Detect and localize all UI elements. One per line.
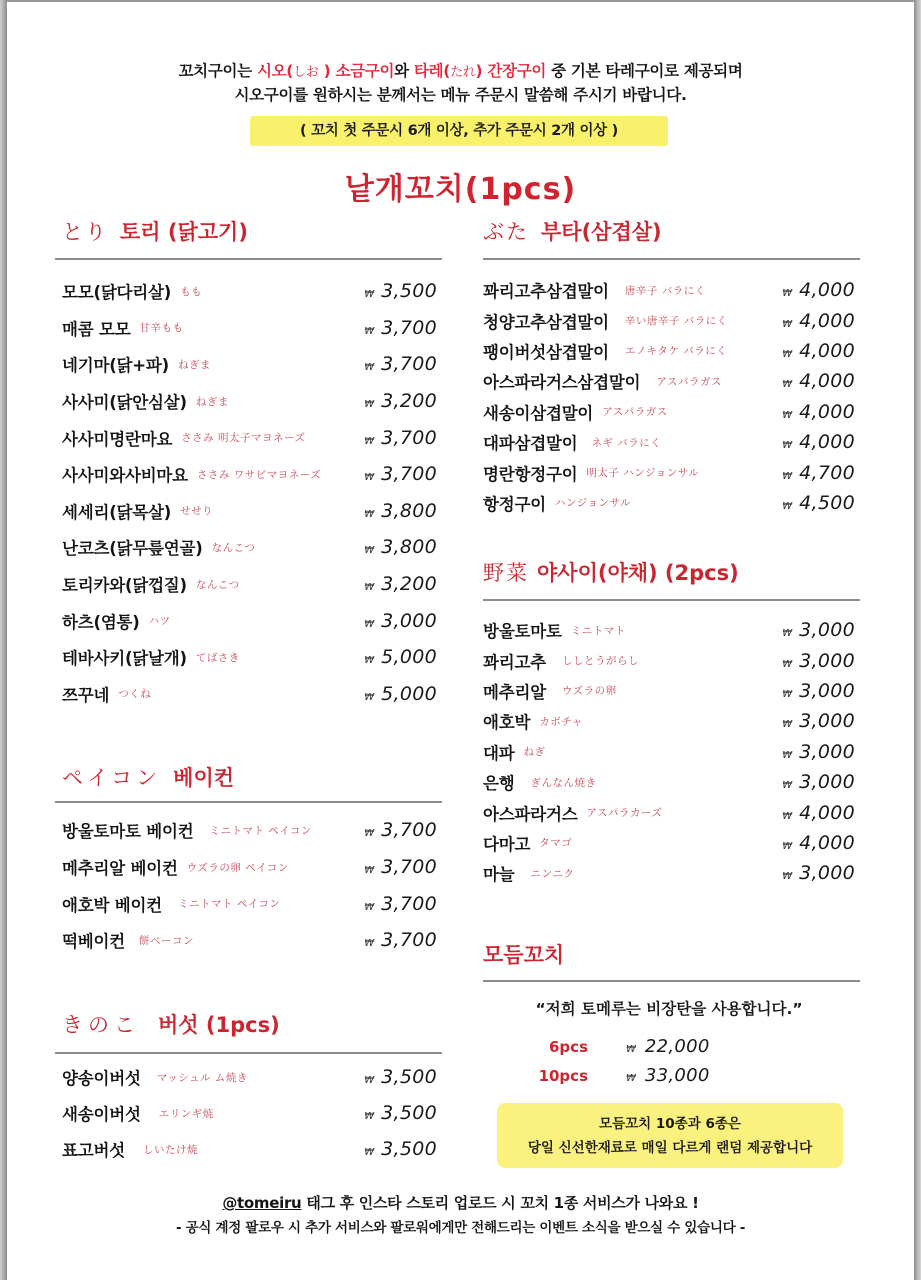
item-name: 새송이삼겹말이	[483, 403, 594, 423]
section-assorted	[478, 939, 860, 1174]
price-value: 3,200	[381, 573, 437, 596]
price-value: 3,200	[381, 390, 437, 413]
menu-item	[55, 922, 442, 959]
item-price	[355, 536, 437, 558]
menu-item	[478, 366, 860, 396]
menu-item	[55, 273, 442, 310]
item-jp-name: てばさき	[195, 651, 240, 664]
price-value: 4,000	[799, 309, 855, 332]
won-icon: ₩	[782, 749, 793, 761]
item-name: 떡베이컨	[62, 932, 125, 952]
won-icon: ₩	[782, 288, 793, 300]
item-jp-name: もも	[180, 285, 203, 298]
notice-text: 꼬치구이는	[178, 62, 257, 80]
item-jp-name: マッシュル ム焼き	[156, 1071, 248, 1084]
section-header-jp: ペイコン	[62, 766, 162, 790]
item-jp-name: ししとうがらし	[561, 655, 639, 668]
item-jp-name: カボチャ	[539, 715, 583, 728]
menu-item	[478, 737, 860, 767]
item-name: 표고버섯	[62, 1141, 125, 1160]
won-icon: ₩	[364, 865, 375, 877]
item-price	[773, 370, 855, 392]
footer-promo-text: 태그 후 인스타 스토리 업로드 시 꼬치 1종 서비스가 나와요 !	[301, 1194, 699, 1212]
price-value: 3,000	[799, 679, 855, 702]
won-icon: ₩	[782, 440, 793, 452]
item-price	[355, 317, 437, 339]
won-icon: ₩	[626, 1073, 636, 1084]
item-price	[773, 680, 855, 702]
menu-item	[478, 336, 860, 366]
item-price	[773, 492, 855, 514]
section-header	[62, 762, 234, 794]
menu-item	[55, 419, 442, 456]
item-jp-name: エリンギ焼	[158, 1107, 214, 1120]
notice-highlight-salt: ) 소금구이	[318, 62, 395, 80]
won-icon: ₩	[364, 582, 375, 594]
won-icon: ₩	[782, 379, 793, 391]
item-name: 꽈리고추삼겹말이	[483, 282, 609, 302]
page-title: 낱개꼬치(1pcs)	[344, 172, 577, 207]
item-name: 테바사키(닭날개)	[62, 649, 187, 669]
item-name: 다마고	[483, 834, 531, 854]
item-name: 난코츠(닭무릎연골)	[62, 539, 203, 559]
item-jp-name: ねぎ	[523, 746, 546, 759]
section-divider	[483, 599, 860, 601]
price-value: 3,800	[381, 499, 437, 522]
item-name: 하츠(염통)	[62, 612, 140, 632]
won-icon: ₩	[364, 362, 375, 374]
price-value: 3,800	[381, 536, 437, 559]
item-name: 마늘	[483, 865, 515, 885]
item-jp-name: タマゴ	[539, 837, 573, 850]
notice-text: 와	[394, 62, 414, 80]
menu-item	[478, 645, 860, 675]
notice-line-1	[0, 59, 921, 81]
set-price-row	[478, 1065, 860, 1086]
item-jp-name: なんこつ	[195, 578, 240, 591]
menu-item	[478, 457, 860, 487]
notice-highlight-shio-jp: しお	[293, 65, 319, 80]
section-header	[62, 1009, 280, 1041]
item-price	[773, 619, 855, 641]
item-name: 방울토마토 베이컨	[62, 822, 194, 842]
set-price-row	[478, 1036, 860, 1057]
menu-item	[55, 849, 442, 886]
price-value: 3,000	[799, 619, 855, 642]
won-icon: ₩	[364, 508, 375, 520]
item-price	[773, 462, 855, 484]
won-icon: ₩	[364, 545, 375, 557]
won-icon: ₩	[364, 472, 375, 484]
item-price	[773, 802, 855, 824]
won-icon: ₩	[364, 435, 375, 447]
item-jp-name: 唐辛子 バラにく	[624, 284, 706, 297]
item-price	[773, 710, 855, 732]
price-value: 3,700	[381, 892, 437, 915]
item-jp-name: ささみ 明太子マヨネーズ	[181, 432, 306, 445]
notice-highlight-tare-jp: たれ	[450, 65, 476, 80]
item-price	[355, 893, 437, 915]
section-mushroom	[55, 1009, 442, 1179]
item-name: 쯔꾸네	[62, 685, 110, 705]
item-jp-name: しいたけ焼	[142, 1143, 198, 1156]
won-icon: ₩	[782, 500, 793, 512]
note-line-1: 모듬꼬치 10종과 6종은	[599, 1116, 741, 1132]
menu-item	[55, 639, 442, 676]
price-value: 3,700	[381, 426, 437, 449]
item-name: 모모(닭다리살)	[62, 283, 172, 303]
item-name: 항정구이	[483, 494, 546, 514]
price-value: 3,700	[381, 819, 437, 842]
item-price	[773, 650, 855, 672]
item-price	[773, 310, 855, 332]
won-icon: ₩	[364, 1147, 375, 1158]
won-icon: ₩	[364, 325, 375, 337]
item-price	[355, 573, 437, 595]
frame-border-top	[0, 0, 921, 2]
item-name: 양송이버섯	[62, 1069, 141, 1088]
item-name: 은행	[483, 774, 515, 794]
price-value: 3,000	[381, 609, 437, 632]
menu-list	[478, 275, 860, 518]
item-price	[355, 683, 437, 705]
menu-list	[55, 1059, 442, 1167]
menu-item	[55, 1059, 442, 1095]
section-divider	[55, 258, 442, 260]
set-price: 33,000	[644, 1065, 710, 1086]
won-icon: ₩	[782, 780, 793, 792]
section-bacon	[55, 762, 442, 962]
item-price	[773, 862, 855, 884]
price-value: 4,000	[799, 431, 855, 454]
item-jp-name: ハンジョンサル	[554, 497, 631, 510]
menu-item	[55, 602, 442, 639]
item-price	[355, 1102, 437, 1124]
item-price	[355, 819, 437, 841]
item-price	[355, 280, 437, 302]
price-value: 5,000	[381, 646, 437, 669]
menu-item	[478, 488, 860, 518]
won-icon: ₩	[364, 938, 375, 950]
menu-item	[478, 767, 860, 797]
item-price	[773, 832, 855, 854]
item-name: 메추리알 베이컨	[62, 859, 178, 879]
won-icon: ₩	[782, 409, 793, 421]
price-value: 4,500	[799, 491, 855, 514]
won-icon: ₩	[782, 470, 793, 482]
won-icon: ₩	[782, 688, 793, 700]
price-value: 3,000	[799, 740, 855, 763]
price-value: 4,000	[799, 279, 855, 302]
won-icon: ₩	[782, 810, 793, 822]
item-price	[355, 1138, 437, 1160]
menu-item	[478, 427, 860, 457]
won-icon: ₩	[782, 871, 793, 883]
notice-line-2: 시오구이를 원하시는 분께서는 메뉴 주문시 말씀해 주시기 바랍니다.	[234, 86, 687, 104]
won-icon: ₩	[364, 399, 375, 411]
won-icon: ₩	[782, 348, 793, 360]
menu-item	[478, 858, 860, 888]
item-jp-name: アスパラガス	[656, 375, 722, 388]
won-icon: ₩	[364, 828, 375, 840]
menu-item	[478, 797, 860, 827]
item-price	[773, 340, 855, 362]
item-jp-name: ウズラの卵 ペイコン	[186, 861, 289, 874]
item-jp-name: アスパラカーズ	[586, 807, 663, 820]
section-header-jp: きのこ	[62, 1013, 140, 1037]
menu-item	[55, 812, 442, 849]
footer-follow-note: - 공식 계정 팔로우 시 추가 서비스와 팔로워에게만 전해드리는 이벤트 소식을 받으실 수 있습니다 -	[175, 1220, 746, 1236]
item-jp-name: 甘辛もも	[139, 322, 184, 335]
section-vegetables	[478, 557, 860, 897]
instagram-handle-link[interactable]: @tomeiru	[222, 1194, 302, 1212]
section-chicken	[55, 216, 442, 716]
set-quantity: 10pcs	[538, 1067, 588, 1085]
won-icon: ₩	[364, 1111, 375, 1122]
price-value: 3,700	[381, 353, 437, 376]
item-name: 팽이버섯삼겹말이	[483, 342, 609, 362]
item-jp-name: 明太子 ハンジョンサル	[586, 467, 700, 480]
item-jp-name: なんこつ	[211, 541, 256, 554]
menu-item	[55, 1095, 442, 1131]
menu-item	[478, 828, 860, 858]
item-price	[773, 401, 855, 423]
menu-item	[478, 615, 860, 645]
won-icon: ₩	[364, 655, 375, 667]
item-name: 애호박	[483, 713, 531, 733]
item-name: 사사미명란마요	[62, 429, 173, 449]
item-name: 대파삼겹말이	[483, 434, 578, 454]
price-value: 3,500	[381, 1066, 437, 1088]
item-price	[355, 427, 437, 449]
section-header-ko: 야사이(야채) (2pcs)	[537, 561, 739, 585]
price-value: 3,700	[381, 463, 437, 486]
item-name: 매콤 모모	[62, 319, 131, 339]
item-name: 새송이버섯	[62, 1105, 141, 1124]
item-jp-name: エノキタケ バラにく	[624, 345, 728, 358]
menu-item	[478, 706, 860, 736]
item-jp-name: ぎんなん焼き	[530, 776, 597, 789]
item-jp-name: アスパラガス	[602, 406, 668, 419]
price-value: 3,000	[799, 710, 855, 733]
item-jp-name: ハツ	[148, 615, 171, 628]
notice-highlight-tare: 타레(	[413, 62, 451, 80]
menu-item	[55, 566, 442, 603]
item-jp-name: ミニトマト ペイコン	[209, 824, 312, 837]
price-value: 4,700	[799, 461, 855, 484]
price-value: 3,500	[381, 1138, 437, 1160]
item-name: 사사미와사비마요	[62, 466, 188, 486]
section-header	[483, 939, 564, 971]
item-jp-name: ねぎま	[195, 395, 229, 408]
section-divider	[483, 258, 860, 260]
menu-item	[478, 305, 860, 335]
item-price	[355, 929, 437, 951]
price-value: 5,000	[381, 682, 437, 705]
price-value: 3,500	[381, 1102, 437, 1124]
item-name: 대파	[483, 743, 515, 763]
price-value: 3,000	[799, 862, 855, 885]
item-price	[773, 741, 855, 763]
section-header-jp: 野菜	[483, 561, 529, 585]
price-value: 3,700	[381, 316, 437, 339]
menu-item	[55, 885, 442, 922]
notice-highlight-shio: 시오(	[256, 62, 294, 80]
price-value: 3,000	[799, 771, 855, 794]
item-name: 애호박 베이컨	[62, 895, 162, 915]
item-price	[355, 646, 437, 668]
section-header-ko: 부타(삼겹살)	[541, 220, 662, 244]
menu-list	[55, 273, 442, 712]
menu-item	[55, 676, 442, 713]
won-icon: ₩	[782, 628, 793, 640]
section-header	[62, 216, 248, 248]
set-quantity: 6pcs	[549, 1038, 588, 1056]
menu-list	[55, 812, 442, 959]
item-jp-name: せせり	[180, 505, 214, 518]
menu-item	[478, 676, 860, 706]
item-name: 꽈리고추	[483, 652, 546, 672]
won-icon: ₩	[364, 691, 375, 703]
item-price	[355, 856, 437, 878]
menu-item	[478, 275, 860, 305]
price-value: 3,700	[381, 929, 437, 952]
item-price	[355, 353, 437, 375]
item-name: 아스파라거스	[483, 804, 578, 824]
item-price	[355, 1066, 437, 1088]
note-line-2: 당일 신선한재료로 매일 다르게 랜덤 제공합니다	[527, 1140, 813, 1156]
menu-item	[55, 1131, 442, 1167]
item-name: 사사미(닭안심살)	[62, 393, 187, 413]
notice-text: 중 기본 타레구이로 제공되며	[546, 62, 743, 80]
section-header	[483, 557, 739, 589]
price-value: 3,700	[381, 856, 437, 879]
won-icon: ₩	[364, 618, 375, 630]
section-divider	[55, 1052, 442, 1054]
item-price	[355, 390, 437, 412]
order-rule-banner: ( 꼬치 첫 주문시 6개 이상, 추가 주문시 2개 이상 )	[250, 116, 668, 146]
menu-item	[55, 493, 442, 530]
won-icon: ₩	[364, 1075, 375, 1086]
item-jp-name: ウズラの卵	[561, 685, 617, 698]
won-icon: ₩	[782, 318, 793, 330]
item-price	[773, 431, 855, 453]
price-value: 4,000	[799, 339, 855, 362]
section-header-ko: 베이컨	[173, 766, 235, 790]
item-jp-name: 辛い唐辛子 バラにく	[624, 315, 728, 328]
item-name: 세세리(닭목살)	[62, 502, 172, 522]
section-header-jp: ぶた	[483, 220, 529, 244]
section-header-ko: 모듬꼬치	[483, 943, 565, 967]
won-icon: ₩	[364, 901, 375, 913]
assorted-note-box	[497, 1103, 843, 1168]
menu-item	[478, 397, 860, 427]
menu-item	[55, 310, 442, 347]
charcoal-quote: “저희 토메루는 비장탄을 사용합니다.”	[535, 1000, 803, 1018]
item-jp-name: ミニトマト ペイコン	[177, 898, 281, 911]
item-name: 명란항정구이	[483, 464, 578, 484]
section-divider	[483, 980, 860, 982]
set-price: 22,000	[644, 1036, 710, 1057]
item-name: 토리카와(닭껍질)	[62, 576, 187, 596]
item-name: 네기마(닭+파)	[62, 356, 170, 376]
section-header-ko: 토리 (닭고기)	[120, 220, 248, 244]
won-icon: ₩	[782, 719, 793, 731]
won-icon: ₩	[782, 658, 793, 670]
item-name: 청양고추삼겹말이	[483, 312, 609, 332]
item-price	[355, 610, 437, 632]
menu-list	[478, 615, 860, 889]
item-name: 메추리알	[483, 682, 546, 702]
menu-item	[55, 383, 442, 420]
section-divider	[55, 801, 442, 803]
menu-item	[55, 346, 442, 383]
item-name: 방울토마토	[483, 622, 562, 642]
item-price	[355, 500, 437, 522]
item-price	[355, 463, 437, 485]
item-price	[773, 771, 855, 793]
won-icon: ₩	[782, 840, 793, 852]
price-value: 4,000	[799, 400, 855, 423]
item-name: 아스파라거스삼겹말이	[483, 373, 641, 393]
section-pork	[478, 216, 860, 526]
section-header-ko: 버섯 (1pcs)	[158, 1013, 280, 1037]
price-value: 4,000	[799, 801, 855, 824]
item-jp-name: ネギ バラにく	[591, 436, 662, 449]
section-header-jp: とり	[62, 220, 108, 244]
item-jp-name: ミニトマト	[570, 624, 626, 637]
item-jp-name: つくね	[118, 688, 152, 701]
item-jp-name: ささみ ワサビマヨネーズ	[196, 468, 322, 481]
won-icon: ₩	[626, 1044, 636, 1055]
menu-item	[55, 529, 442, 566]
item-jp-name: ねぎま	[178, 358, 212, 371]
item-jp-name: ニンニク	[530, 867, 575, 880]
won-icon: ₩	[364, 289, 375, 301]
price-value: 3,000	[799, 649, 855, 672]
menu-item	[55, 456, 442, 493]
price-value: 3,500	[381, 280, 437, 303]
price-value: 4,000	[799, 370, 855, 393]
footer-promo	[0, 1192, 921, 1213]
item-price	[773, 279, 855, 301]
section-header	[483, 216, 662, 248]
price-value: 4,000	[799, 831, 855, 854]
notice-highlight-soy: ) 간장구이	[475, 62, 547, 80]
item-jp-name: 餅ベーコン	[138, 934, 194, 947]
